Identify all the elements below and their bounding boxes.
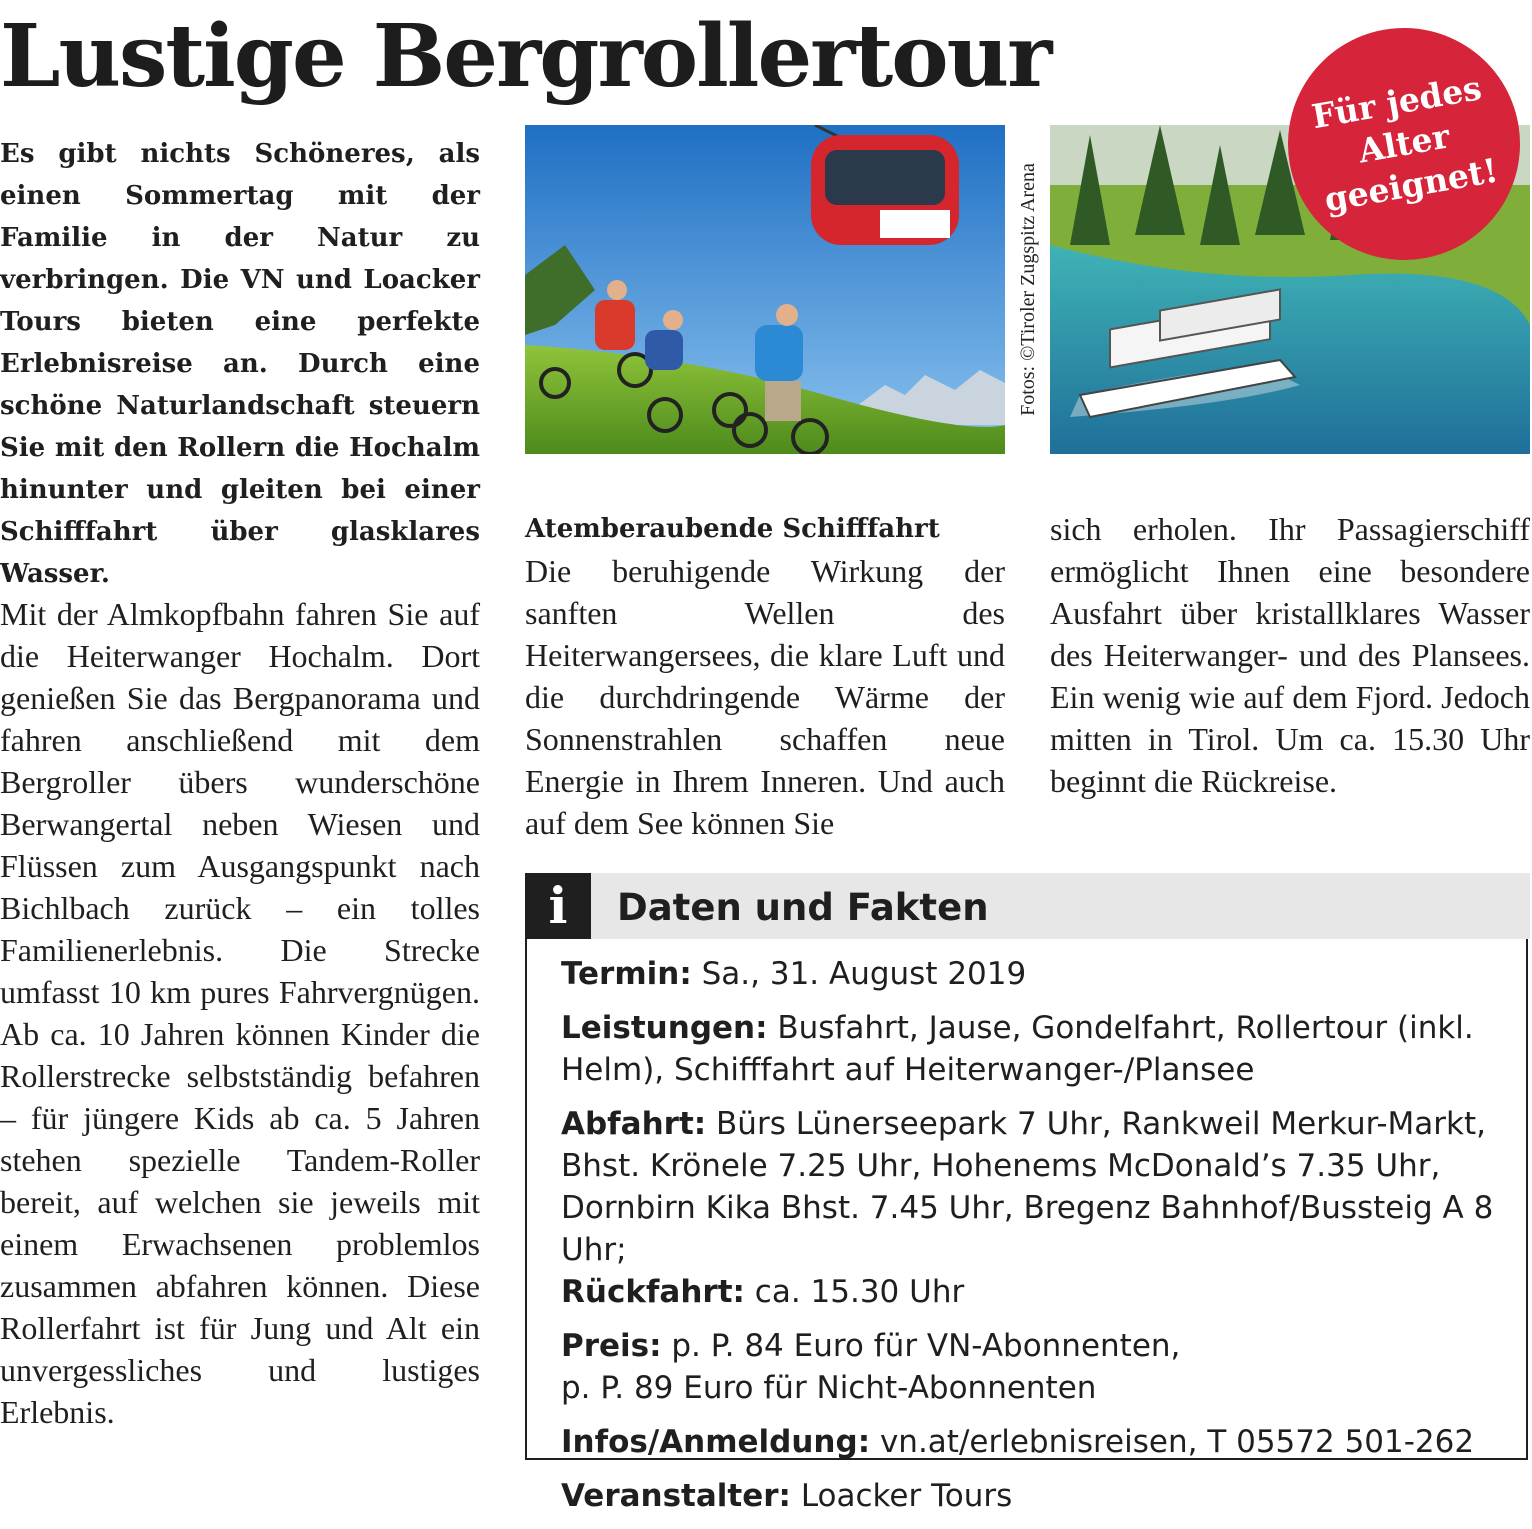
body-column-1: Mit der Almkopfbahn fahren Sie auf die Heiterwanger Hochalm. Dort genießen Sie das Bergpanorama und fahren anschließend mit dem Bergroller übers wunderschöne Berwangertal neben Wiesen und Flüssen zum Ausgangspunkt nach Bichlbach zurück – ein tolles Familienerlebnis. Die Strecke umfasst 10 km pures Fahrvergnügen. Ab ca. 10 Jahren können Kinder die Rollerstrecke selbstständig befahren – für jüngere Kids ab ca. 5 Jahren stehen spezielle Tandem-Roller bereit, auf welchen sie jeweils mit einem Erwachsenen problemlos zusammen abfahren können. Diese Rollerfahrt ist für Jung und Alt ein unvergessliches und lustiges Erlebnis.: [0, 596, 480, 1430]
fact-leistungen: [561, 1007, 1521, 1091]
fact-value: Loacker Tours: [800, 1478, 1013, 1514]
facts-list: [561, 953, 1521, 1529]
fact-label: Termin:: [561, 956, 692, 992]
fact-value: Bürs Lünerseepark 7 Uhr, Rankweil Merkur-Markt, Bhst. Krönele 7.25 Uhr, Hohenems McDonald’s 7.35 Uhr, Dornbirn Kika Bhst. 7.45 Uhr, Bregenz Bahnhof/Bussteig A 8 Uhr;: [561, 1106, 1494, 1268]
facts-box-title: Daten und Fakten: [617, 886, 989, 929]
info-icon: i: [525, 873, 591, 939]
fact-value: p. P. 84 Euro für VN-Abonnenten,: [671, 1328, 1181, 1364]
fact-label: Rückfahrt:: [561, 1274, 745, 1310]
fact-value: vn.at/erlebnisreisen, T 05572 501-262: [879, 1424, 1475, 1460]
fact-value: ca. 15.30 Uhr: [754, 1274, 965, 1310]
fact-abfahrt: [561, 1103, 1521, 1271]
fact-infos: [561, 1421, 1521, 1463]
facts-box-header: [525, 873, 1530, 939]
fact-label: Preis:: [561, 1328, 662, 1364]
fact-value: Busfahrt, Jause, Gondelfahrt, Rollertour (inkl. Helm), Schifffahrt auf Heiterwanger-/Plansee: [561, 1010, 1474, 1088]
fact-label: Abfahrt:: [561, 1106, 707, 1142]
age-badge-text: Für jedes Alter geeignet!: [1308, 68, 1501, 220]
scooter-photo: [525, 125, 1005, 454]
body-column-3: sich erholen. Ihr Passagierschiff ermöglicht Ihnen eine besondere Ausfahrt über kristallklares Wasser des Heiterwanger- und des Plansees. Ein wenig wie auf dem Fjord. Jedoch mitten in Tirol. Um ca. 15.30 Uhr beginnt die Rückreise.: [1050, 511, 1530, 799]
photo-credit: Fotos: ©Tiroler Zugspitz Arena: [1017, 163, 1039, 416]
lead-paragraph: Es gibt nichts Schöneres, als einen Sommertag mit der Familie in der Natur zu verbringen. Die VN und Loacker Tours bieten eine perfekte Erlebnisreise an. Durch eine schöne Naturlandschaft steuern Sie mit den Rollern die Hochalm hinunter und gleiten bei einer Schifffahrt über glasklares Wasser.: [0, 139, 480, 589]
subheading: Atemberaubende Schifffahrt: [525, 514, 940, 544]
body-column-2-text: Die beruhigende Wirkung der sanften Wellen des Heiterwangersees, die klare Luft und die durchdringende Wärme der Sonnenstrahlen schaffen neue Energie in Ihrem Inneren. Und auch auf dem See können Sie: [525, 553, 1005, 841]
fact-value: Sa., 31. August 2019: [701, 956, 1027, 992]
fact-preis: [561, 1325, 1521, 1409]
headline: Lustige Bergrollertour: [0, 6, 1051, 107]
body-column-2: [525, 508, 1005, 844]
fact-label: Veranstalter:: [561, 1478, 791, 1514]
fact-label: Leistungen:: [561, 1010, 768, 1046]
fact-termin: [561, 953, 1521, 995]
fact-rueckfahrt: [561, 1271, 1521, 1313]
fact-value: p. P. 89 Euro für Nicht-Abonnenten: [561, 1370, 1097, 1406]
fact-label: Infos/Anmeldung:: [561, 1424, 871, 1460]
fact-veranstalter: [561, 1475, 1521, 1517]
facts-box: [525, 873, 1528, 1514]
